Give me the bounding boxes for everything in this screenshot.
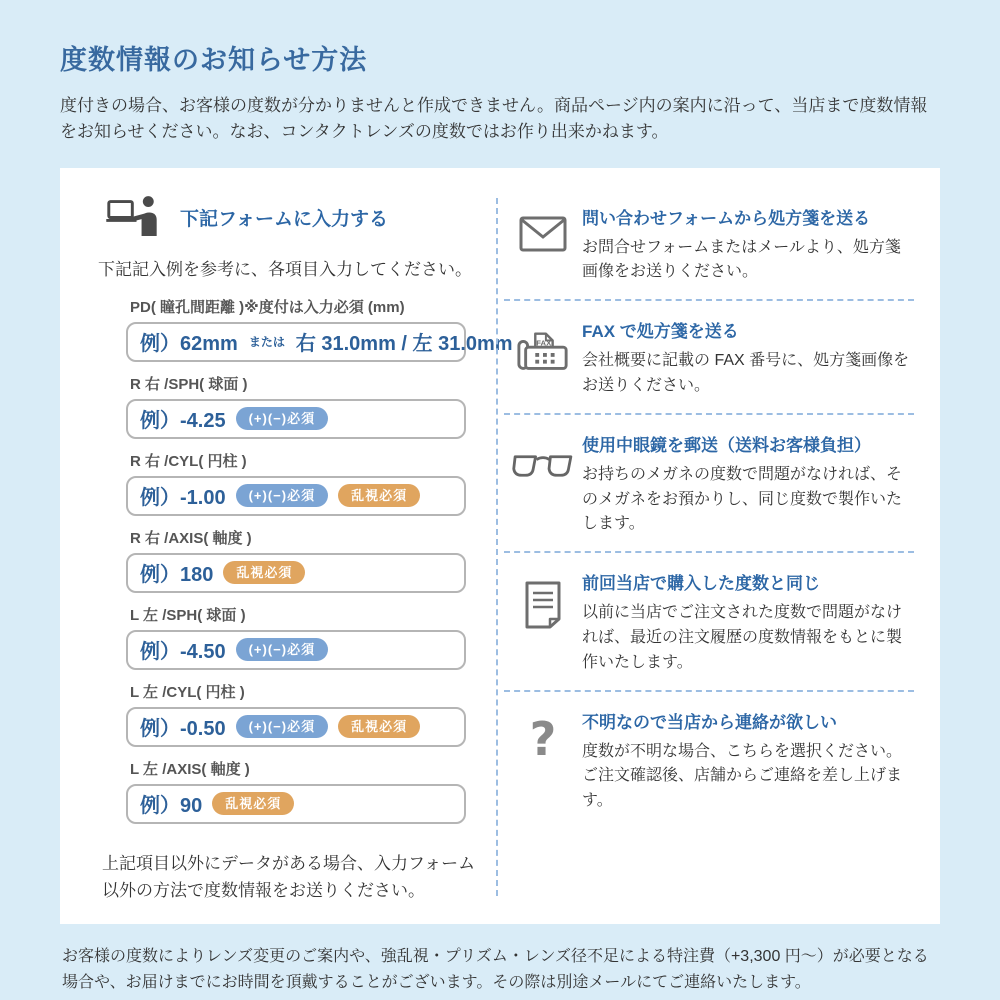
method-contact-form <box>504 192 914 296</box>
person-at-computer-icon <box>106 194 162 241</box>
field-r-axis <box>126 527 466 593</box>
fax-icon <box>504 317 582 399</box>
form-section-title: 下記フォームに入力する <box>180 208 389 230</box>
example-value: 例）180 <box>140 564 214 587</box>
badge-plus-minus-required: (+)(−)必須 <box>236 407 329 430</box>
field-r-axis-example-box <box>126 553 466 593</box>
field-l-cyl-example-box <box>126 707 466 747</box>
method-content <box>582 204 914 286</box>
form-subtitle: 下記記入例を参考に、各項目入力してください。 <box>98 259 472 279</box>
method-title: FAX で処方箋を送る <box>582 322 739 342</box>
method-title: 前回当店で購入した度数と同じ <box>582 574 820 594</box>
example-value: 例）62mm <box>140 333 238 356</box>
other-methods-column <box>498 192 918 904</box>
badge-plus-minus-required: (+)(−)必須 <box>236 484 329 507</box>
badge-plus-minus-required: (+)(−)必須 <box>236 638 329 661</box>
field-r-cyl <box>126 450 466 516</box>
form-note: 上記項目以外にデータがある場合、入力フォーム以外の方法で度数情報をお送りください。 <box>102 853 476 900</box>
field-r-sph <box>126 373 466 439</box>
field-l-sph-example-box <box>126 630 466 670</box>
method-body: 以前に当店でご注文された度数で問題がなければ、最近の注文履歴の度数情報をもとに製作いたします。 <box>582 604 903 671</box>
field-l-axis-example-box <box>126 784 466 824</box>
page-title: 度数情報のお知らせ方法 <box>60 45 368 75</box>
section-divider <box>504 690 914 692</box>
field-label: L 左 /CYL( 円柱 ) <box>130 683 245 701</box>
document-icon <box>504 569 582 675</box>
field-label: L 左 /AXIS( 軸度 ) <box>130 760 250 778</box>
field-label: PD( 瞳孔間距離 )※度付は入力必須 (mm) <box>130 298 405 316</box>
question-icon <box>504 708 582 814</box>
example-value: 例）90 <box>140 795 203 818</box>
form-example-column <box>82 192 513 904</box>
method-title: 問い合わせフォームから処方箋を送る <box>582 208 871 228</box>
badge-astigmatism-required: 乱視必須 <box>338 715 420 738</box>
field-pd <box>126 296 513 362</box>
field-l-cyl <box>126 681 466 747</box>
envelope-icon <box>504 204 582 286</box>
method-mail-glasses <box>504 419 914 547</box>
example-value: 例）-4.25 <box>140 410 226 433</box>
method-title: 使用中眼鏡を郵送（送料お客様負担） <box>582 435 871 455</box>
page-footer: お客様の度数によりレンズ変更のご案内や、強乱視・プリズム・レンズ径不足による特注費（+3,300 円〜）が必要となる場合や、お届けまでにお時間を頂戴することがございます。その際は別途メールにてご連絡いたします。 <box>62 948 929 992</box>
badge-astigmatism-required: 乱視必須 <box>223 561 305 584</box>
example-or-text: または <box>248 335 285 350</box>
field-label: R 右 /SPH( 球面 ) <box>130 375 248 393</box>
section-divider <box>504 413 914 415</box>
badge-plus-minus-required: (+)(−)必須 <box>236 715 329 738</box>
method-content <box>582 431 914 537</box>
section-divider <box>504 299 914 301</box>
field-label: R 右 /AXIS( 軸度 ) <box>130 529 252 547</box>
question-glyph: ? <box>529 711 557 766</box>
page-intro: 度付きの場合、お客様の度数が分かりませんと作成できません。商品ページ内の案内に沿って、当店まで度数情報をお知らせください。なお、コンタクトレンズの度数ではお作り出来かねます。 <box>60 96 928 142</box>
method-content <box>582 317 914 399</box>
field-r-cyl-example-box <box>126 476 466 516</box>
glasses-icon <box>504 431 582 537</box>
method-title: 不明なので当店から連絡が欲しい <box>582 712 837 732</box>
field-r-sph-example-box <box>126 399 466 439</box>
method-previous-order <box>504 557 914 685</box>
form-fields <box>126 296 513 824</box>
field-label: L 左 /SPH( 球面 ) <box>130 606 246 624</box>
method-contact-me <box>504 696 914 824</box>
field-label: R 右 /CYL( 円柱 ) <box>130 452 247 470</box>
methods-card <box>60 168 940 924</box>
method-content <box>582 708 914 814</box>
method-content <box>582 569 914 675</box>
example-value: 例）-1.00 <box>140 487 226 510</box>
method-body: 度数が不明な場合、こちらを選択ください。ご注文確認後、店舗からご連絡を差し上げます。 <box>582 742 903 810</box>
field-pd-example-box <box>126 322 513 362</box>
method-body: お問合せフォームまたはメールより、処方箋画像をお送りください。 <box>582 238 901 281</box>
section-divider <box>504 551 914 553</box>
field-l-sph <box>126 604 466 670</box>
example-value-alt: 右 31.0mm / 左 31.0mm <box>295 333 513 356</box>
form-header <box>106 194 486 241</box>
example-value: 例）-0.50 <box>140 718 226 741</box>
badge-astigmatism-required: 乱視必須 <box>338 484 420 507</box>
field-l-axis <box>126 758 466 824</box>
fax-icon-label: FAX <box>536 338 552 348</box>
example-value: 例）-4.50 <box>140 641 226 664</box>
method-body: お持ちのメガネの度数で問題がなければ、そのメガネをお預かりし、同じ度数で製作いたします。 <box>582 465 903 533</box>
badge-astigmatism-required: 乱視必須 <box>212 792 294 815</box>
method-fax <box>504 305 914 409</box>
method-body: 会社概要に記載の FAX 番号に、処方箋画像をお送りください。 <box>582 352 910 395</box>
